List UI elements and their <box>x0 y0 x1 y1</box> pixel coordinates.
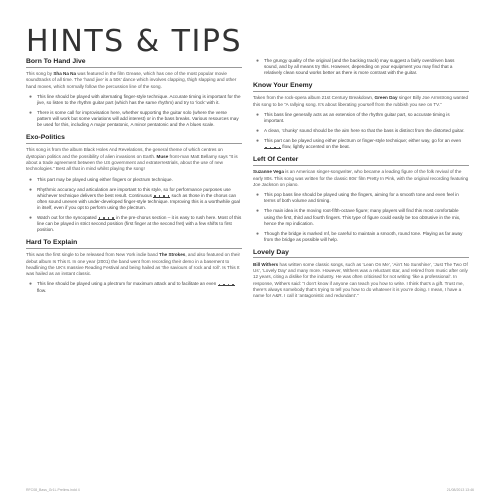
section-heading: Exo-Politics <box>26 134 242 144</box>
bullet-icon: ● <box>256 111 260 118</box>
section-intro: Bill Withers has written some classic songs, such as ‘Lean On Me’, ‘Ain’t No Sunshine’, ‘Just The Two Of Us’, ‘Lovely Day’ and many more. However, Withers was a reluctant star, and retired from music after only 12 years, citing a dislike for the industry. He was often criticised for not writing ‘like a professional’. In response, Withers said: “I don’t know if anyone can teach you how to write. I think that’s a gift. Trust me, there’s always somebody that’s trying to tell you how to do whatever it is you’re doing. I mean, I have a name for A&R. I call it ‘antagonistic and redundant’.” <box>253 261 468 299</box>
section-hard-to-explain <box>26 239 242 293</box>
tip-bullet: ● This bass line generally acts as an extension of the rhythm guitar part, so accurate timing is important. <box>256 111 450 123</box>
artist-name: The Strokes <box>159 252 186 258</box>
section-exo-politics <box>26 134 242 233</box>
tip-bullet: ● This pop bass line should be played using the fingers, aiming for a smooth tone and even feel in terms of both volume and timing. <box>256 192 459 204</box>
section-heading: Know Your Enemy <box>253 82 469 92</box>
section-born-to-hand-jive <box>26 58 242 128</box>
tip-bullet: ● The grungy quality of the original (and the backing track) may suggest a fairly overdriven bass sound, and by all means try this. However, depending on your equipment you may find that a relatively clean sound works better as there is more contrast with the guitar. <box>256 58 455 76</box>
tip-bullet: ● There is some call for improvisation here, whether supporting the guitar solo (where the verse pattern will work but some variations will add interest) or in the bass breaks. Various resources may be used for this, including A major pentatonic, A minor pentatonic and the A blues scale. <box>29 110 239 128</box>
section-intro: Suzanne Vega is an American singer-songwriter, who became a leading figure of the folk revival of the early 80s. This song was written for the classic 80s’ film Pretty In Pink, with the original recording featuring Joe Jackson on piano. <box>253 169 469 187</box>
eighth-notes-icon <box>153 193 170 198</box>
bullet-icon: ● <box>256 128 260 135</box>
artist-name: Sha Na Na <box>53 71 77 76</box>
bullet-icon: ● <box>29 93 33 100</box>
bullet-icon: ● <box>256 192 260 199</box>
section-left-of-center <box>253 156 469 243</box>
artist-name: Bill Withers <box>253 261 279 267</box>
left-column <box>26 58 242 300</box>
tip-bullet: ● This part can be played using either plectrum or finger-style technique; either way, go for an even flow, lightly accented on the beat. <box>256 138 462 150</box>
bullet-icon: ● <box>29 110 33 117</box>
right-column <box>253 58 469 306</box>
artist-name: Suzanne Vega <box>253 169 284 175</box>
section-intro: This song by Sha Na Na was featured in the film Grease, which has one of the most popular movie soundtracks of all time. The ‘hand jive’ is a 50s’ dance which involves clapping, thigh slapping and other hand moves, which normally follow the percussion line of the song. <box>26 71 237 89</box>
eighth-notes-icon <box>218 281 235 286</box>
section-heading: Lovely Day <box>253 249 469 259</box>
tip-bullet: ● The main idea is the moving root-fifth-octave figure; many players will find this most comfortable using the first, third and fourth fingers. This type of figure could easily be too obtrusive in the mix, hence the mp indication. <box>256 208 461 226</box>
tip-bullet: ● This line should be played with alternating finger-style technique. Accurate timing is important for the jive, so listen to the rhythm guitar part (which has the same rhythm) and try to ‘lock’ with it. <box>29 93 241 105</box>
tip-bullet: ● Though the bridge is marked mf, be careful to maintain a smooth, round tone. Playing as far away from the bridge as possible will help. <box>256 230 463 242</box>
section-intro: Taken from the rock-opera album 21st Century Breakdown, Green Day singer Billy Joe Armstrong wanted this song to be “A rallying song. It’s about liberating yourself from the rubbish you see on TV.” <box>253 95 469 107</box>
section-heading: Born To Hand Jive <box>26 58 242 68</box>
bullet-icon: ● <box>256 138 260 145</box>
section-lovely-day <box>253 249 469 300</box>
section-heading: Left Of Center <box>253 156 469 166</box>
artist-name: Muse <box>156 153 169 159</box>
bullet-icon: ● <box>29 186 33 193</box>
section-know-your-enemy <box>253 82 469 150</box>
section-heading: Hard To Explain <box>26 239 242 249</box>
section-intro: This was the first single to be released from New York indie band The Strokes, and also featured on their debut album Is This It. In one year (2001) the band went from recording their demo in a basement to headlining the UK’s massive Reading Festival and being hailed as ‘the saviours of rock and roll’. Is This It was hailed as an instant classic. <box>26 252 240 277</box>
footer-file-name: RFC08_Bass_Gr1L.Prelims.indd 4 <box>26 488 80 492</box>
tip-bullet: ● Rhythmic accuracy and articulation are important to this style, so for performance purposes use whichever technique delivers the best result. Continuous such as those in the chorus can often sound uneven with under-developed finger-style technique. Improving this is a worthwhile goal in itself, even if you opt to perform using the plectrum. <box>29 186 241 210</box>
sixteenth-notes-icon <box>98 215 115 220</box>
tip-bullet: ● This line should be played using a plectrum for maximum attack and to facilitate an even flow. <box>26 281 242 293</box>
eighth-notes-icon <box>264 144 281 149</box>
tip-bullet: ● This part may be played using either fingers or plectrum technique. <box>29 176 173 183</box>
section-intro: This song is from the album Black Holes And Revelations, the general theme of which centres on dystopian politics and the possibility of alien invasions on Earth. Muse front-man Matt Bellamy says “It is about a trade agreement between the US government and extraterrestrials, about the use of new technologies.” Best all that in mind whilst playing the song! <box>26 147 238 172</box>
tip-bullet: ● Watch out for the syncopated in the pre-chorus section – it is easy to rush here. Most of this line can be played in strict second position (first finger at the second fret) with a few shifts to first position. <box>29 215 242 233</box>
bullet-icon: ● <box>256 58 260 64</box>
bullet-icon: ● <box>29 215 33 222</box>
page-title: HINTS & TIPS <box>26 24 242 59</box>
tip-bullet: ● A clean, ‘chunky’ sound should be the aim here so that the bass is distinct from the distorted guitar. <box>256 128 465 135</box>
artist-name: Green Day <box>374 95 398 101</box>
print-footer <box>26 488 474 492</box>
bullet-icon: ● <box>256 230 260 237</box>
footer-timestamp: 21/08/2013 13:46 <box>446 488 474 492</box>
bullet-icon: ● <box>29 281 33 288</box>
section-hard-to-explain-continued <box>253 58 469 76</box>
bullet-icon: ● <box>256 208 260 215</box>
bullet-icon: ● <box>29 176 33 183</box>
